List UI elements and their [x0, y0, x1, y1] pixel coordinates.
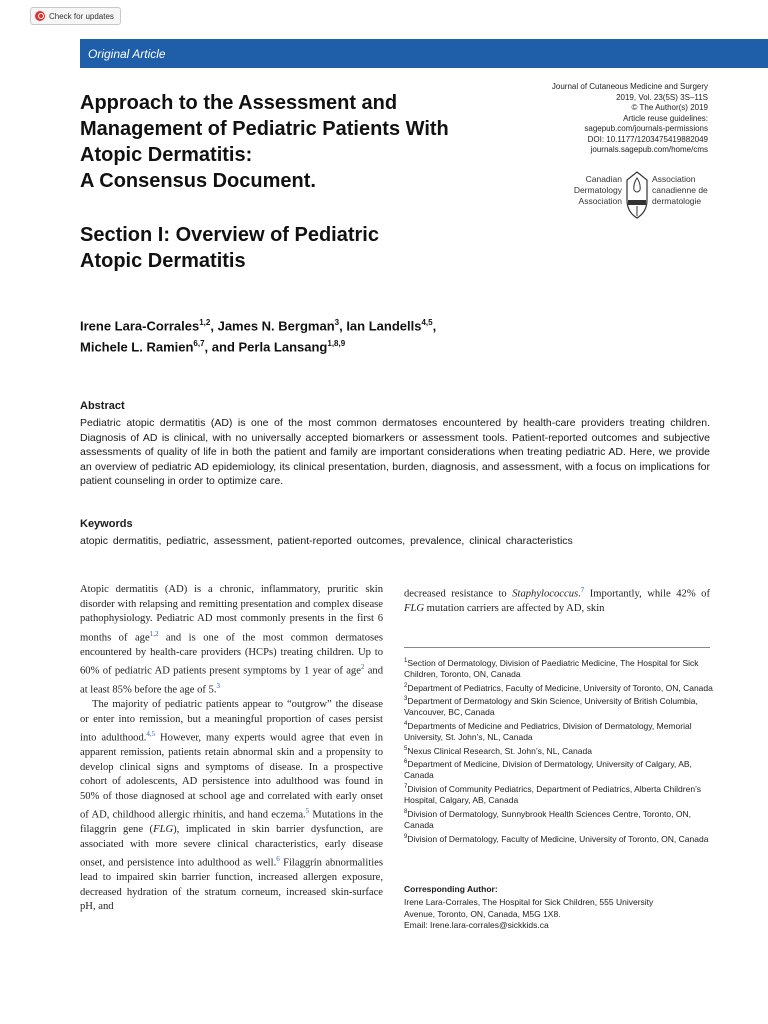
citation-link[interactable]: 1,2	[149, 629, 159, 638]
citation-link[interactable]: 4,5	[146, 730, 156, 739]
article-title	[80, 90, 540, 194]
affiliation-number: 8	[404, 808, 408, 815]
section-line: Section I: Overview of Pediatric	[80, 224, 379, 246]
abstract-heading: Abstract	[80, 400, 125, 412]
affiliation-number: 3	[404, 696, 408, 703]
body-text: However, many experts would agree that even in apparent remission, patients retain abnormal skin and a propensity to develop clinical signs and symptoms of disease. In a prospective cohort of adolescents, AD persistence into adulthood was found in 50% of those diagnosed at school age and correlated with early onset of AD, childhood allergic rhinitis, and hand eczema.	[80, 732, 383, 821]
body-text: and at least 85% before the age of 5.	[80, 665, 383, 696]
check-for-updates-button[interactable]	[30, 7, 121, 25]
affiliation-number: 5	[404, 745, 408, 752]
body-paragraph	[80, 698, 383, 915]
affiliation-text: Nexus Clinical Research, St. John’s, NL, Canada	[407, 745, 592, 756]
cda-logo	[566, 170, 716, 220]
affiliation-number: 7	[404, 783, 408, 790]
affiliation-number: 4	[404, 720, 408, 727]
author-name: Michele L. Ramien	[80, 339, 194, 355]
title-line: A Consensus Document.	[80, 170, 316, 192]
author-name: Irene Lara-Corrales	[80, 318, 200, 334]
logo-line: canadienne de	[652, 185, 708, 195]
keywords-text: atopic dermatitis, pediatric, assessment, patient-reported outcomes, prevalence, clinical characteristics	[80, 535, 573, 547]
logo-line: Association	[652, 174, 696, 184]
citation-link[interactable]: 5	[305, 807, 310, 816]
organism-name: Staphylococcus	[512, 588, 579, 600]
body-text: Mutations in the filaggrin gene (	[80, 809, 383, 836]
body-text: Importantly, while 42% of	[584, 588, 710, 600]
affiliation-text: Department of Pediatrics, Faculty of Medicine, University of Toronto, ON, Canada	[407, 682, 713, 693]
section-line: Atopic Dermatitis	[80, 250, 246, 272]
corresponding-author-details	[404, 897, 709, 932]
body-paragraph	[80, 583, 383, 698]
journal-info	[552, 82, 708, 156]
journal-name: Journal of Cutaneous Medicine and Surgery	[551, 82, 708, 91]
logo-line: Dermatology	[573, 185, 622, 195]
affiliation-item	[404, 656, 714, 681]
affiliation-item	[404, 782, 714, 807]
body-text: mutation carriers are affected by AD, skin	[424, 603, 605, 615]
citation-link[interactable]: 2	[360, 663, 365, 672]
body-column-right	[404, 583, 710, 617]
affiliation-item	[404, 744, 714, 757]
affiliation-item	[404, 832, 714, 845]
citation-link[interactable]: 3	[216, 682, 220, 691]
journal-doi[interactable]: DOI: 10.1177/1203475419882049	[587, 134, 708, 144]
journal-permissions-link[interactable]: sagepub.com/journals-permissions	[584, 124, 708, 133]
author-name: , and Perla Lansang	[204, 339, 328, 355]
journal-copyright: © The Author(s) 2019	[631, 103, 708, 112]
body-text: The majority of pediatric patients appear to “outgrow” the disease or enter into remission, but a meaningful proportion of cases persist into adulthood.	[80, 699, 383, 744]
title-line: Approach to the Assessment and	[80, 92, 398, 114]
affiliation-number: 9	[404, 833, 408, 840]
affiliation-text: Division of Dermatology, Faculty of Medicine, University of Toronto, ON, Canada	[407, 833, 709, 844]
logo-text-english	[566, 174, 622, 207]
body-text: decreased resistance to	[404, 588, 513, 600]
affiliation-text: Departments of Medicine and Pediatrics, Division of Dermatology, Memorial University, St. John’s, NL, Canada	[404, 720, 692, 743]
body-column-left	[80, 583, 383, 915]
update-icon	[35, 11, 45, 21]
logo-line: dermatologie	[652, 196, 702, 206]
gene-name: FLG	[153, 824, 174, 836]
gene-name: FLG	[404, 603, 425, 615]
title-line: Management of Pediatric Patients With	[80, 118, 449, 140]
affiliation-item	[404, 694, 714, 719]
author-name: , James N. Bergman	[210, 318, 335, 334]
affiliation-item	[404, 681, 714, 694]
affiliation-text: Department of Medicine, Division of Dermatology, University of Calgary, AB, Canada	[404, 758, 692, 781]
logo-line: Canadian	[585, 174, 622, 184]
author-affiliation: 6,7	[193, 339, 205, 349]
logo-text-french	[652, 174, 722, 207]
affiliation-number: 2	[404, 682, 408, 689]
author-list	[80, 314, 560, 357]
corresponding-line: Avenue, Toronto, ON, Canada, M5G 1X8.	[404, 908, 561, 919]
body-text: .	[578, 588, 581, 600]
author-affiliation: 4,5	[421, 318, 433, 327]
affiliation-text: Division of Community Pediatrics, Department of Pediatrics, Alberta Children’s Hospital, Calgary, AB, Canada	[404, 783, 702, 806]
corresponding-line: Irene Lara-Corrales, The Hospital for Sick Children, 555 University	[404, 897, 654, 907]
body-text: Atopic dermatitis (AD) is a chronic, inflammatory, pruritic skin disorder with relapsing and remitting presentation and complex disease pathophysiology. Pediatric AD most commonly presents in the first 6 months of age	[80, 584, 383, 644]
body-text: Filaggrin abnormalities lead to impaired skin barrier function, increased allergen exposure, decreased hydration of the stratum corneum, increased skin-surface pH, and	[80, 857, 383, 913]
affiliations-list	[404, 656, 714, 845]
affiliation-item	[404, 719, 714, 744]
logo-line: Association	[578, 196, 622, 206]
body-text: and is one of the most common dermatoses encountered by health-care providers (HCPs) treating children. Up to 60% of pediatric AD patients present symptoms by 1 year of age	[80, 632, 383, 677]
body-text: ), implicated in skin barrier dysfunction, are associated with more severe clinical characteristics, early disease onset, and persistence into adulthood as well.	[80, 824, 383, 869]
keywords-heading: Keywords	[80, 518, 133, 530]
journal-volume: 2019, Vol. 23(5S) 3S–11S	[616, 92, 708, 102]
author-affiliation: 3	[334, 318, 340, 327]
article-type-banner	[80, 39, 768, 68]
affiliation-item	[404, 807, 714, 832]
journal-home-link[interactable]: journals.sagepub.com/home/cms	[590, 145, 708, 154]
citation-link[interactable]: 7	[580, 586, 585, 594]
affiliation-item	[404, 757, 714, 782]
abstract-text: Pediatric atopic dermatitis (AD) is one of the most common dermatoses encountered by health-care providers treating children. Diagnosis of AD is clinical, with no universally accepted biomarkers or assessment tools. Patient-reported outcomes and subjective assessments of quality of life in both the patient and family are important considerations when treating pediatric AD. Here, we provide an overview of pediatric AD epidemiology, its clinical presentation, burden, diagnosis, and assessment, with a focus on implications for patient counseling in order to optimize care.	[80, 417, 710, 487]
affiliation-number: 1	[404, 658, 408, 664]
journal-reuse: Article reuse guidelines:	[623, 113, 708, 123]
author-name: , Ian Landells	[339, 318, 422, 334]
author-affiliation: 1,8,9	[327, 339, 346, 349]
author-affiliation: 1,2	[199, 318, 211, 327]
author-separator: ,	[432, 318, 437, 334]
title-line: Atopic Dermatitis:	[80, 144, 253, 166]
affiliation-number: 6	[404, 759, 408, 766]
affiliation-text: Department of Dermatology and Skin Science, University of British Columbia, Vancouver, BC, Canada	[404, 695, 698, 718]
footnote-divider	[404, 647, 710, 648]
corresponding-author-heading: Corresponding Author:	[404, 884, 498, 894]
article-type-label: Original Article	[88, 46, 166, 61]
affiliation-text: Section of Dermatology, Division of Paediatric Medicine, The Hospital for Sick Children, Toronto, ON, Canada	[404, 657, 699, 680]
affiliation-text: Division of Dermatology, Sunnybrook Health Sciences Centre, Toronto, ON, Canada	[404, 808, 691, 831]
check-for-updates-label: Check for updates	[49, 11, 114, 21]
corresponding-email[interactable]: Email: Irene.lara-corrales@sickkids.ca	[404, 920, 549, 930]
cda-crest-icon	[624, 170, 650, 220]
citation-link[interactable]: 6	[276, 855, 280, 864]
section-title	[80, 222, 540, 274]
